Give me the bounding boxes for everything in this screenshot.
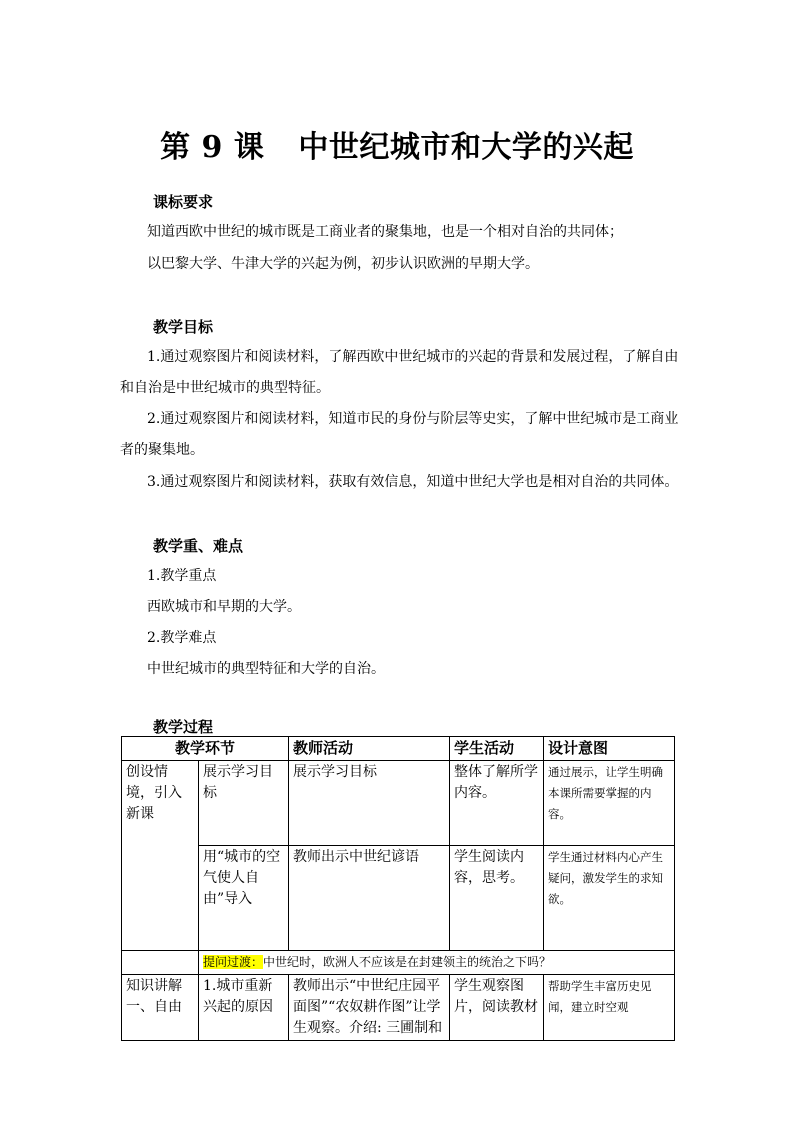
objective-line-5: 3.通过观察图片和阅读材料，获取有效信息，知道中世纪大学也是相对自治的共同体。	[147, 474, 679, 490]
header-student: 学生活动	[450, 737, 544, 761]
objectives-heading: 教学目标	[153, 318, 214, 336]
design-intent-3: 帮助学生丰富历史见闻，建立时空观	[544, 975, 675, 1041]
standards-heading: 课标要求	[153, 193, 214, 211]
table-row	[122, 761, 675, 846]
table-row	[122, 975, 675, 1041]
stage-intro: 创设情境，引入新课	[122, 761, 199, 951]
page-title	[0, 122, 794, 166]
keypoints-heading: 教学重、难点	[153, 537, 244, 555]
header-intent: 设计意图	[544, 737, 675, 761]
design-intent-1: 通过展示，让学生明确本课所需要掌握的内容。	[544, 761, 675, 846]
student-activity-1: 整体了解所学内容。	[450, 761, 544, 846]
transition-label: 提问过渡：	[203, 955, 264, 969]
table-row	[122, 846, 675, 951]
keypoint-line-3: 2.教学难点	[147, 630, 217, 646]
lesson-number: 第 9 课	[160, 130, 265, 165]
teacher-activity-1: 展示学习目标	[289, 761, 450, 846]
teacher-activity-3: 教师出示“中世纪庄园平面图”“农奴耕作图”让学生观察。介绍: 三圃制和	[289, 975, 450, 1041]
process-heading: 教学过程	[153, 718, 214, 736]
stage-knowledge: 知识讲解一、自由	[122, 975, 199, 1041]
objective-line-1: 1.通过观察图片和阅读材料，了解西欧中世纪城市的兴起的背景和发展过程，了解自由	[147, 349, 679, 365]
student-activity-3: 学生观察图片，阅读教材	[450, 975, 544, 1041]
header-stage: 教学环节	[122, 737, 289, 761]
keypoint-line-4: 中世纪城市的典型特征和大学的自治。	[147, 661, 385, 677]
lesson-name: 中世纪城市和大学的兴起	[298, 130, 634, 165]
objective-line-3: 2.通过观察图片和阅读材料，知道市民的身份与阶层等史实，了解中世纪城市是工商业	[147, 411, 679, 427]
transition-cell	[199, 951, 675, 975]
objective-line-4: 者的聚集地。	[120, 442, 204, 458]
substage-proverb: 用“城市的空气使人自由”导入	[199, 846, 289, 951]
substage-reasons: 1.城市重新兴起的原因	[199, 975, 289, 1041]
teaching-process-table	[121, 736, 675, 1041]
teacher-activity-2: 教师出示中世纪谚语	[289, 846, 450, 951]
design-intent-2: 学生通过材料内心产生疑问，激发学生的求知欲。	[544, 846, 675, 951]
substage-objectives: 展示学习目标	[199, 761, 289, 846]
standards-line-1: 知道西欧中世纪的城市既是工商业者的聚集地，也是一个相对自治的共同体；	[147, 224, 623, 240]
keypoint-line-1: 1.教学重点	[147, 568, 217, 584]
table-row	[122, 951, 675, 975]
objective-line-2: 和自治是中世纪城市的典型特征。	[120, 380, 330, 396]
keypoint-line-2: 西欧城市和早期的大学。	[147, 599, 301, 615]
table-header-row	[122, 737, 675, 761]
student-activity-2: 学生阅读内容，思考。	[450, 846, 544, 951]
transition-text: 中世纪时，欧洲人不应该是在封建领主的统治之下吗？	[263, 955, 552, 969]
transition-spacer	[122, 951, 199, 975]
header-teacher: 教师活动	[289, 737, 450, 761]
standards-line-2: 以巴黎大学、牛津大学的兴起为例，初步认识欧洲的早期大学。	[147, 256, 539, 272]
